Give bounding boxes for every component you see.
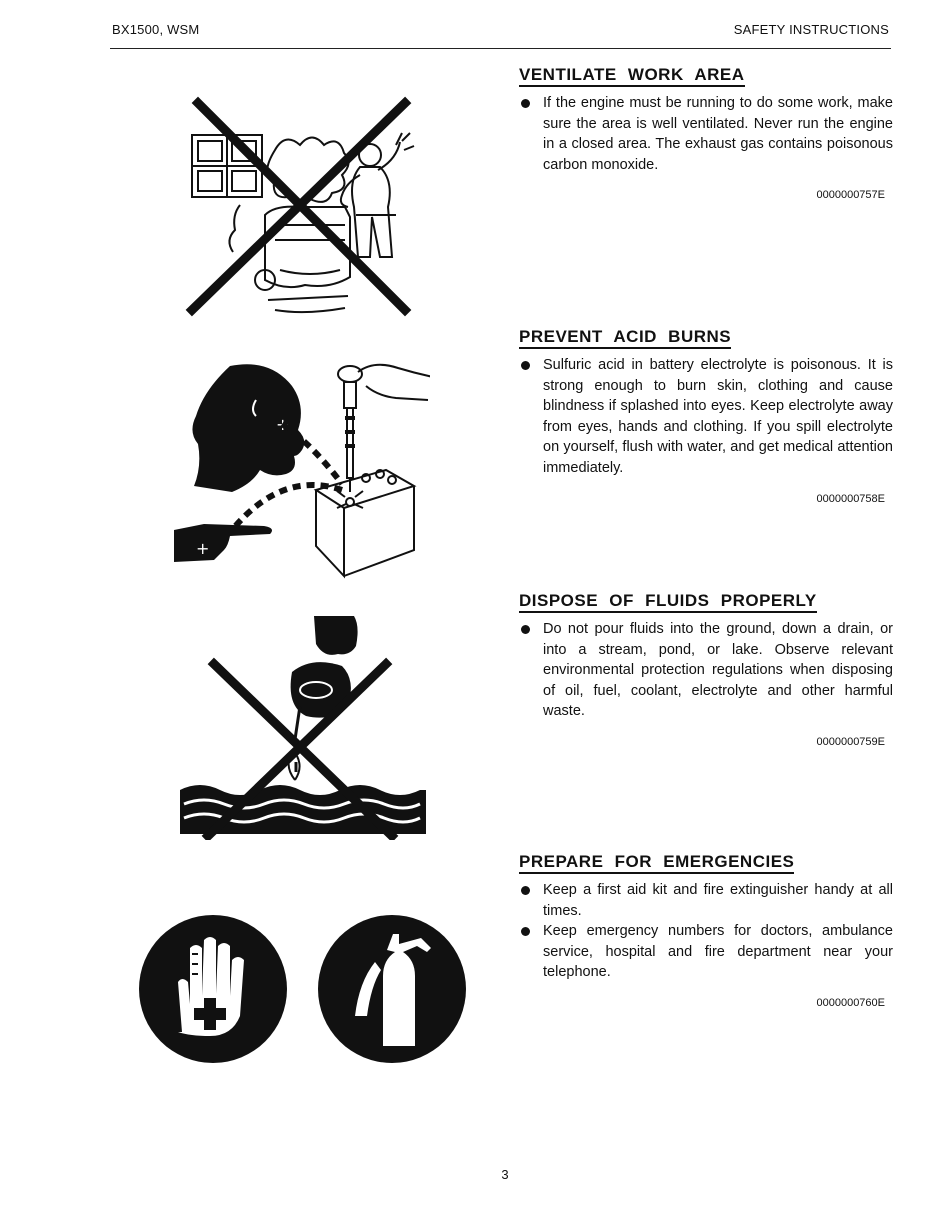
bullet-text: Keep emergency numbers for doctors, ambulance service, hospital and fire department near your telephone. (543, 923, 893, 981)
bullet-text: If the engine must be running to do some work, make sure the area is well ventilated. Never run the engine in a closed area. The exhaust gas contains poisonous carbon monoxide. (543, 95, 893, 173)
bullet-list (519, 355, 893, 479)
dispose-fluids-illustration (180, 612, 426, 840)
section-title: VENTILATE WORK AREA (519, 66, 745, 87)
bullet-item (519, 93, 893, 175)
header-model: BX1500, WSM (112, 22, 200, 37)
section-dispose-of-fluids (519, 592, 893, 748)
bullet-text: Sulfuric acid in battery electrolyte is poisonous. It is strong enough to burn skin, clothing and cause blindness if splashed into eyes. Keep electrolyte away from eyes, hands and clothing. If you spill electrolyte on yourself, flush with water, and get medical attention immediately. (543, 357, 893, 476)
section-prepare-for-emergencies (519, 853, 893, 1009)
document-code: 0000000760E (816, 996, 885, 1009)
bullet-item (519, 921, 893, 983)
bullet-dot-icon (521, 927, 530, 936)
section-title: DISPOSE OF FLUIDS PROPERLY (519, 592, 817, 613)
document-code: 0000000757E (816, 189, 885, 202)
bullet-list (519, 619, 893, 722)
ventilation-warning-illustration (180, 95, 420, 320)
section-prevent-acid-burns (519, 328, 893, 505)
section-title: PREVENT ACID BURNS (519, 328, 731, 349)
bullet-item (519, 880, 893, 921)
svg-text:+: + (196, 539, 210, 558)
fire-extinguisher-icon (317, 914, 467, 1064)
first-aid-kit-icon (138, 914, 288, 1064)
bullet-dot-icon (521, 99, 530, 108)
bullet-item (519, 355, 893, 479)
header-divider (110, 48, 891, 49)
section-title: PREPARE FOR EMERGENCIES (519, 853, 794, 874)
bullet-dot-icon (521, 886, 530, 895)
bullet-dot-icon (521, 625, 530, 634)
bullet-item (519, 619, 893, 722)
page-number: 3 (501, 1167, 509, 1182)
acid-burn-illustration (170, 352, 430, 580)
document-code: 0000000759E (816, 735, 885, 748)
bullet-list (519, 880, 893, 983)
bullet-list (519, 93, 893, 175)
bullet-text: Do not pour fluids into the ground, down a drain, or into a stream, pond, or lake. Observe relevant environmental protection regulations when disposing of oil, fuel, coolant, electrolyte and other harmful waste. (543, 621, 893, 720)
svg-text:+: + (276, 415, 290, 434)
section-ventilate-work-area (519, 66, 893, 201)
document-code: 0000000758E (816, 492, 885, 505)
bullet-text: Keep a first aid kit and fire extinguisher handy at all times. (543, 882, 893, 919)
header-section-title: SAFETY INSTRUCTIONS (733, 22, 889, 37)
bullet-dot-icon (521, 361, 530, 370)
